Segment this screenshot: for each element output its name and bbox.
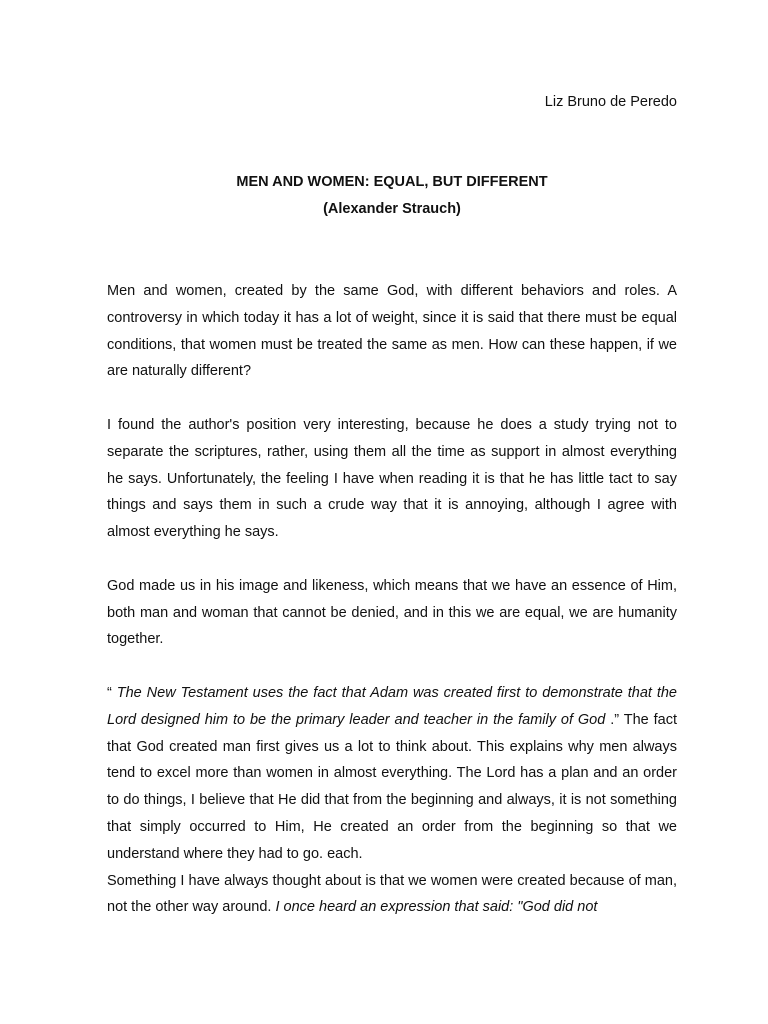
quote-open-mark: “ [107, 684, 117, 701]
paragraph-text: Something I have always thought about is that we women were created because of man, not the other way around. [107, 872, 677, 916]
paragraph-gap [107, 385, 677, 412]
document-body [107, 278, 677, 921]
quote-text: I once heard an expression that said: "God did not [275, 899, 598, 916]
document-title: MEN AND WOMEN: EQUAL, BUT DIFFERENT [236, 174, 548, 190]
paragraph-text: The fact that God created man first gives us a lot to think about. This explains why men always tend to excel more than women in almost everything. The Lord has a plan and an order to do things, I believe that He did that from the beginning and always, it is not something that simply occurred to Him, He created an order from the beginning so that we understand where they had to go. each. [107, 711, 677, 862]
paragraph-gap [107, 653, 677, 680]
quote-paragraph [107, 680, 677, 868]
quote-text: The New Testament uses the fact that Adam was created first to demonstrate that the Lord designed him to be the primary leader and teacher in the family of God [107, 684, 677, 728]
paragraph: I found the author's position very interesting, because he does a study trying not to separate the scriptures, rather, using them all the time as support in almost everything he says. Unfortunately, the feeling I have when reading it is that he has little tact to say things and says them in such a crude way that it is annoying, although I agree with almost everything he says. [107, 416, 677, 541]
paragraph: Men and women, created by the same God, with different behaviors and roles. A controversy in which today it has a lot of weight, since it is said that there must be equal conditions, that women must be treated the same as men. How can these happen, if we are naturally different? [107, 283, 677, 380]
paragraph [107, 868, 677, 922]
document-subtitle: (Alexander Strauch) [323, 201, 461, 217]
author-name: Liz Bruno de Peredo [544, 94, 677, 110]
paragraph: God made us in his image and likeness, which means that we have an essence of Him, both man and woman that cannot be denied, and in this we are equal, we are humanity together. [107, 577, 677, 648]
quote-close-mark: .” [605, 711, 620, 728]
paragraph-gap [107, 546, 677, 573]
